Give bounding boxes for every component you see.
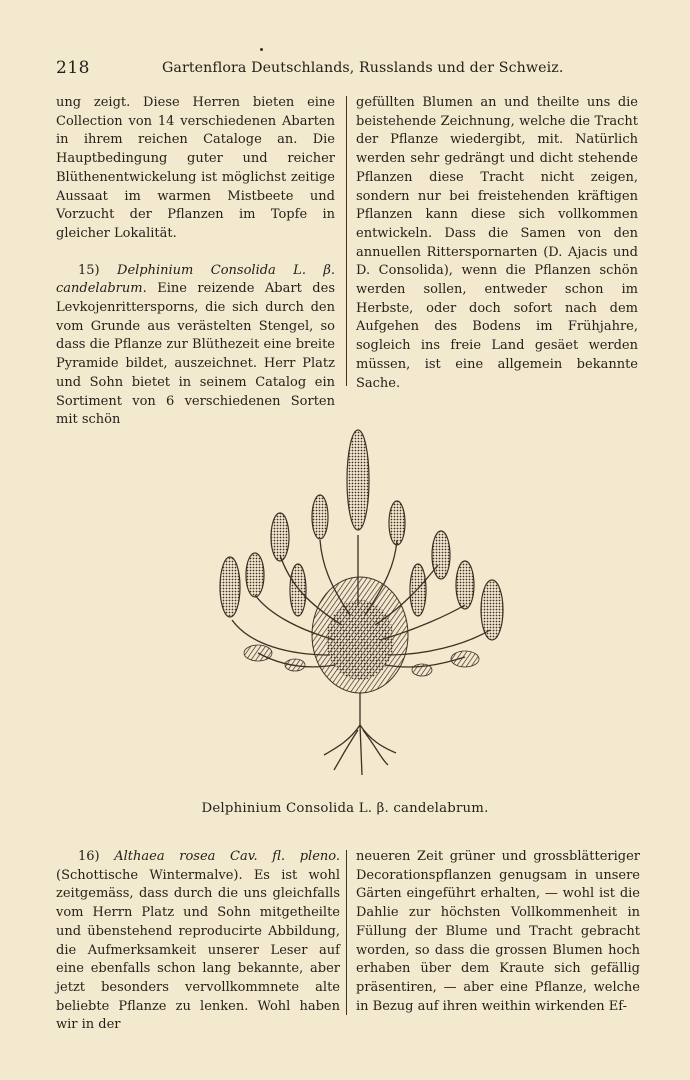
species-name: Althaea rosea Cav. fl. pleno. [114, 849, 340, 864]
paragraph-text: neueren Zeit grüner und grossblätteriger Decorationspflanzen genugsam in unsere Gärten eingeführt erhalten, — wohl ist die Dahlie zur höchsten Vollkommenheit in Füllung der Blume und Tracht gebracht worden, so dass die grossen Blumen hoch erhaben über dem Kraute sich gefällig präsentiren, — aber eine Pflanze, welche in Bezug auf ihren weithin wirkenden Ef- [356, 849, 640, 1014]
column-bottom-right [356, 848, 640, 1016]
column-top-right [356, 94, 638, 393]
paragraph-16 [56, 848, 340, 1035]
page-number: 218 [56, 58, 90, 78]
column-divider-top [346, 96, 347, 386]
item-number: 16) [78, 849, 100, 864]
paragraph-text: Eine reizende Abart des Levkojenrittersporns, die sich durch den vom Grunde aus verästelten Stengel, so dass die Pflanze zur Blüthezeit eine breite Pyramide bildet, auszeichnet. Herr Platz und Sohn bietet in seinem Catalog ein Sortiment von 6 verschiedenen Sorten mit schön [56, 281, 335, 428]
paragraph-text: (Schottische Wintermalve). Es ist wohl zeitgemäss, dass durch die uns gleichfalls vom Herrn Platz und Sohn mitgetheilte und übenstehend reproducirte Abbildung, die Aufmerksamkeit unserer Leser auf eine ebenfalls schon lang bekannte, aber jetzt besonders vervollkommnete alte beliebte Pflanze zu lenken. Wohl haben wir in der [56, 867, 340, 1033]
column-divider-bottom [346, 850, 347, 1015]
page-header [56, 58, 641, 84]
running-title: Gartenflora Deutschlands, Russlands und der Schweiz. [162, 60, 564, 76]
paragraph-text: gefüllten Blumen an und theilte uns die beistehende Zeichnung, welche die Tracht der Pflanze wiedergibt, mit. Natürlich werden sehr gedrängt und dicht stehende Pflanzen diese Tracht nicht zeigen, sondern nur bei freistehenden kräftigen Pflanzen kann diese sich vollkommen entwickeln. Dass die Samen von den annuellen Ritterspornarten (D. Ajacis und D. Consolida), wenn die Pflanzen schön werden sollen, entweder schon im Herbste, oder doch sofort nach dem Aufgehen des Bodens im Frühjahre, sogleich ins freie Land gesäet werden müssen, ist eine allgemein bekannte Sache. [356, 95, 638, 391]
column-top-left [56, 94, 335, 430]
column-bottom-left [56, 848, 340, 1035]
item-number: 15) [78, 262, 100, 278]
species-name: Delphinium Consolida L. β. candelabrum. [56, 262, 335, 297]
print-speck [260, 48, 263, 51]
paragraph-15 [56, 262, 335, 430]
figure-caption: Delphinium Consolida L. β. candelabrum. [201, 801, 489, 816]
delphinium-illustration [210, 425, 510, 785]
paragraph-continued: ung zeigt. Diese Herren bieten eine Collection von 14 verschiedenen Abarten in ihrem reichen Cataloge an. Die Hauptbedingung guter und reicher Blüthenentwickelung ist möglichst zeitige Aussaat im warmen Mistbeete und Vorzucht der Pflanzen im Topfe in gleicher Lokalität. [56, 95, 335, 241]
